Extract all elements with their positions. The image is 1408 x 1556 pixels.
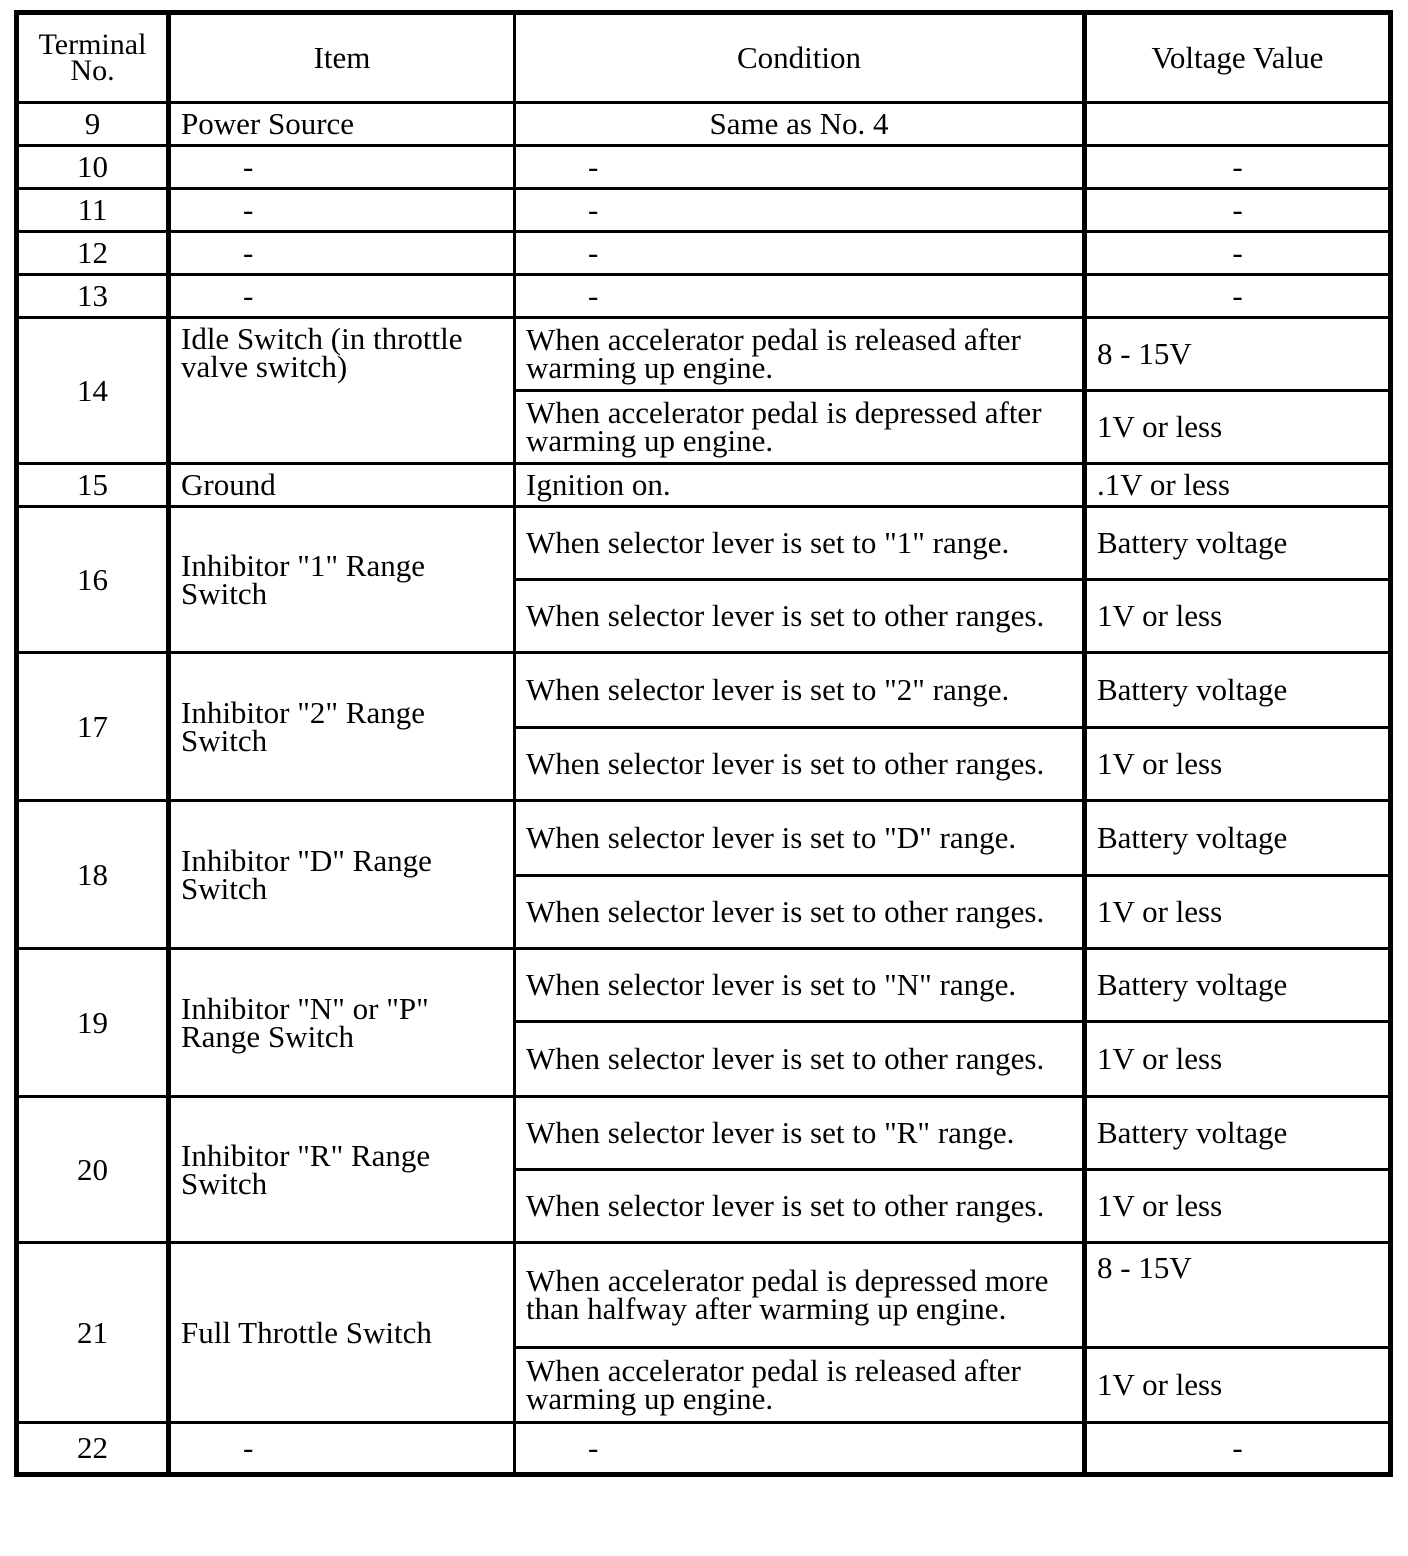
voltage-cell: -: [1085, 189, 1391, 232]
voltage-cell: -: [1085, 1423, 1391, 1475]
table-row: [17, 103, 1391, 146]
header-terminal-no: Terminal No.: [17, 13, 169, 103]
table-row: [17, 464, 1391, 507]
table-row: [17, 1423, 1391, 1475]
voltage-cell: 1V or less: [1085, 728, 1391, 801]
condition-cell: When selector lever is set to other ranges.: [515, 876, 1085, 949]
terminal-number: 16: [17, 507, 169, 653]
table-row: [17, 146, 1391, 189]
condition-cell: -: [515, 275, 1085, 318]
table-header-row: [17, 13, 1391, 103]
voltage-cell: 1V or less: [1085, 1022, 1391, 1097]
condition-cell: When accelerator pedal is released after warming up engine.: [515, 1348, 1085, 1423]
table-row: [17, 507, 1391, 580]
item-cell: Inhibitor "R" Range Switch: [169, 1097, 515, 1243]
item-cell: Idle Switch (in throttle valve switch): [169, 318, 515, 464]
item-cell: Power Source: [169, 103, 515, 146]
item-cell: Ground: [169, 464, 515, 507]
item-cell: Inhibitor "1" Range Switch: [169, 507, 515, 653]
table-row: [17, 949, 1391, 1022]
voltage-cell: 1V or less: [1085, 1170, 1391, 1243]
voltage-cell: 8 - 15V: [1085, 1243, 1391, 1348]
terminal-number: 11: [17, 189, 169, 232]
terminal-number: 14: [17, 318, 169, 464]
voltage-cell: Battery voltage: [1085, 1097, 1391, 1170]
header-voltage-value: Voltage Value: [1085, 13, 1391, 103]
voltage-cell: 8 - 15V: [1085, 318, 1391, 391]
table-row: [17, 189, 1391, 232]
terminal-number: 12: [17, 232, 169, 275]
item-cell: Inhibitor "N" or "P" Range Switch: [169, 949, 515, 1097]
terminal-number: 9: [17, 103, 169, 146]
table-row: [17, 275, 1391, 318]
item-cell: -: [169, 146, 515, 189]
terminal-number: 15: [17, 464, 169, 507]
item-cell: Full Throttle Switch: [169, 1243, 515, 1423]
header-item: Item: [169, 13, 515, 103]
condition-cell: When selector lever is set to other ranges.: [515, 1170, 1085, 1243]
condition-cell: When selector lever is set to "2" range.: [515, 653, 1085, 728]
condition-cell: When selector lever is set to other ranges.: [515, 728, 1085, 801]
table-row: [17, 232, 1391, 275]
voltage-cell: -: [1085, 275, 1391, 318]
terminal-number: 10: [17, 146, 169, 189]
condition-cell: -: [515, 189, 1085, 232]
terminal-number: 20: [17, 1097, 169, 1243]
voltage-cell: 1V or less: [1085, 580, 1391, 653]
item-cell: -: [169, 1423, 515, 1475]
voltage-cell: .1V or less: [1085, 464, 1391, 507]
condition-cell: -: [515, 146, 1085, 189]
table-row: [17, 1097, 1391, 1170]
item-cell: -: [169, 189, 515, 232]
voltage-cell: -: [1085, 146, 1391, 189]
condition-cell: When selector lever is set to "1" range.: [515, 507, 1085, 580]
condition-cell: When selector lever is set to other ranges.: [515, 1022, 1085, 1097]
voltage-cell: Battery voltage: [1085, 801, 1391, 876]
condition-cell: When accelerator pedal is depressed more than halfway after warming up engine.: [515, 1243, 1085, 1348]
table-row: [17, 1243, 1391, 1348]
condition-cell: When selector lever is set to "R" range.: [515, 1097, 1085, 1170]
voltage-cell: [1085, 103, 1391, 146]
table-row: [17, 801, 1391, 876]
condition-cell: Ignition on.: [515, 464, 1085, 507]
condition-cell: When selector lever is set to other ranges.: [515, 580, 1085, 653]
voltage-cell: 1V or less: [1085, 876, 1391, 949]
condition-cell: -: [515, 232, 1085, 275]
item-cell: Inhibitor "D" Range Switch: [169, 801, 515, 949]
condition-cell: -: [515, 1423, 1085, 1475]
condition-cell: When selector lever is set to "N" range.: [515, 949, 1085, 1022]
terminal-voltage-table: [14, 10, 1393, 1477]
voltage-cell: -: [1085, 232, 1391, 275]
item-cell: -: [169, 232, 515, 275]
terminal-number: 17: [17, 653, 169, 801]
voltage-cell: Battery voltage: [1085, 507, 1391, 580]
terminal-number: 13: [17, 275, 169, 318]
table-row: [17, 318, 1391, 391]
terminal-number: 19: [17, 949, 169, 1097]
voltage-cell: Battery voltage: [1085, 653, 1391, 728]
terminal-number: 18: [17, 801, 169, 949]
condition-cell: Same as No. 4: [515, 103, 1085, 146]
header-condition: Condition: [515, 13, 1085, 103]
terminal-table-sheet: [14, 10, 1388, 1477]
voltage-cell: Battery voltage: [1085, 949, 1391, 1022]
terminal-number: 21: [17, 1243, 169, 1423]
voltage-cell: 1V or less: [1085, 391, 1391, 464]
item-cell: -: [169, 275, 515, 318]
table-row: [17, 653, 1391, 728]
terminal-number: 22: [17, 1423, 169, 1475]
condition-cell: When selector lever is set to "D" range.: [515, 801, 1085, 876]
condition-cell: When accelerator pedal is released after warming up engine.: [515, 318, 1085, 391]
voltage-cell: 1V or less: [1085, 1348, 1391, 1423]
item-cell: Inhibitor "2" Range Switch: [169, 653, 515, 801]
condition-cell: When accelerator pedal is depressed after warming up engine.: [515, 391, 1085, 464]
